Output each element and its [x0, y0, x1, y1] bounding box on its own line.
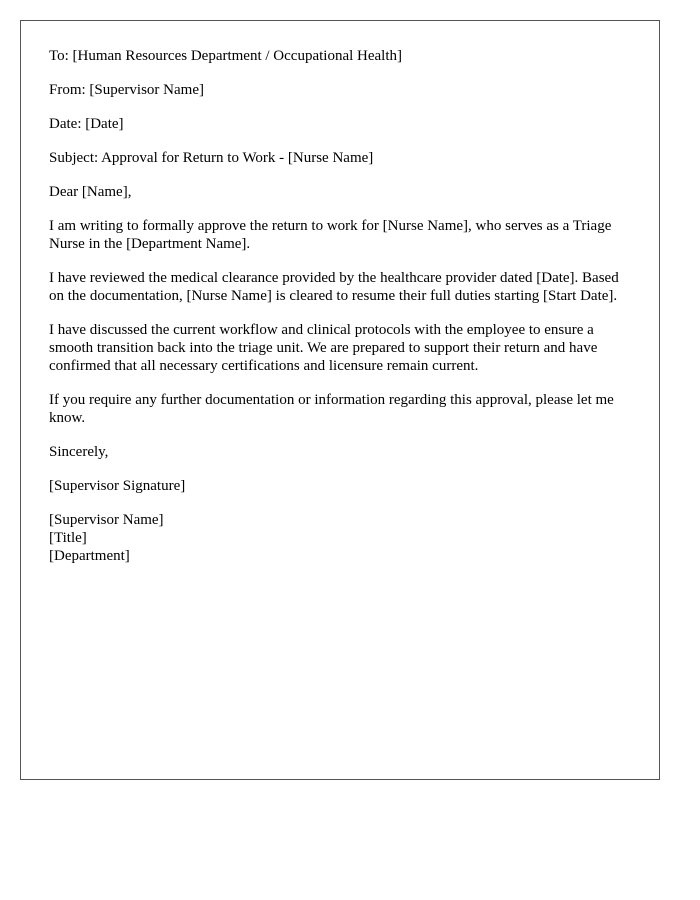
subject-line: Subject: Approval for Return to Work - [Nurse Name] — [49, 150, 374, 166]
body-paragraph-3: I have discussed the current workflow and clinical protocols with the employee to ensure a smooth transition back into the triage unit. We are prepared to support their return and have confirmed that all necessary certifications and licensure remain current. — [49, 322, 598, 374]
signer-department: [Department] — [49, 548, 130, 564]
signer-title: [Title] — [49, 530, 87, 546]
body-paragraph-2: I have reviewed the medical clearance provided by the healthcare provider dated [Date]. Based on the documentation, [Nurse Name] is cleared to resume their full duties starting [Start Date]. — [49, 270, 619, 304]
body-paragraph-1: I am writing to formally approve the return to work for [Nurse Name], who serves as a Triage Nurse in the [Department Name]. — [49, 218, 612, 252]
letter-page — [20, 20, 660, 780]
date-line: Date: [Date] — [49, 116, 124, 132]
closing: Sincerely, — [49, 444, 109, 460]
from-line: From: [Supervisor Name] — [49, 82, 204, 98]
signature-placeholder: [Supervisor Signature] — [49, 478, 186, 494]
body-paragraph-4: If you require any further documentation or information regarding this approval, please let me know. — [49, 392, 614, 426]
to-line: To: [Human Resources Department / Occupational Health] — [49, 48, 402, 64]
salutation: Dear [Name], — [49, 184, 132, 200]
signer-name: [Supervisor Name] — [49, 512, 164, 528]
signer-block — [49, 511, 631, 565]
